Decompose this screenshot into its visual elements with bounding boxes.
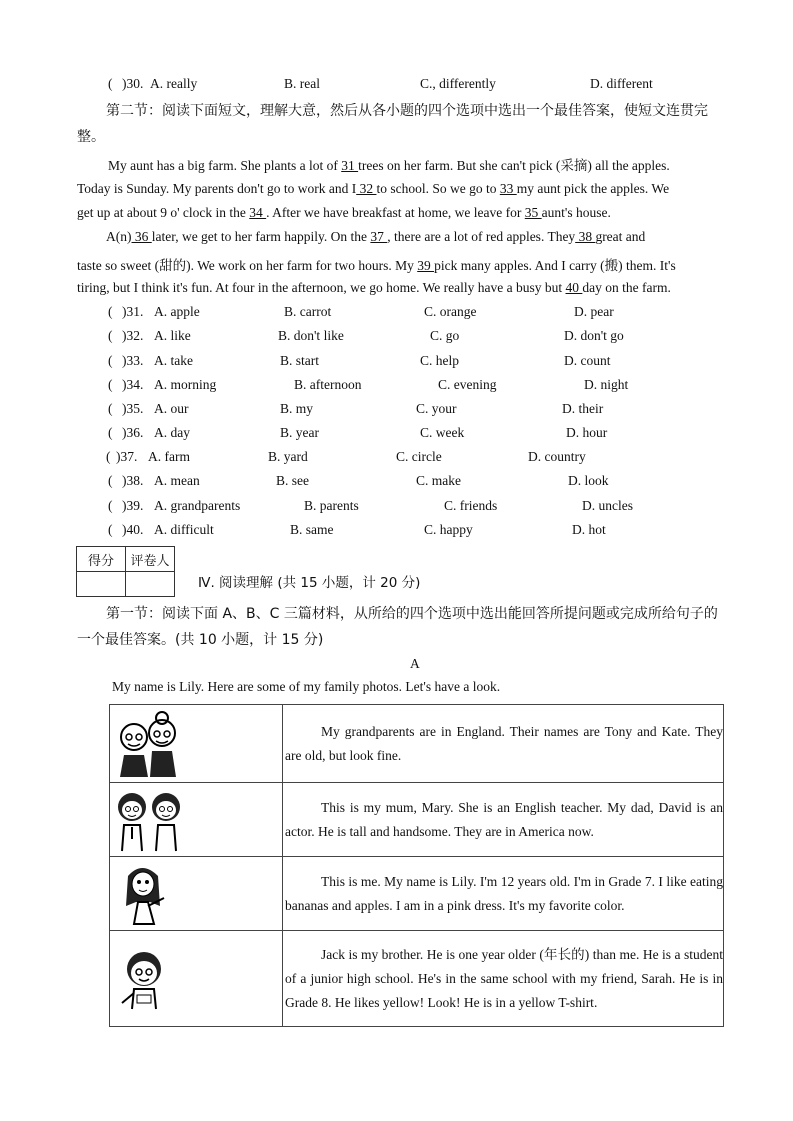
question-34-row: ( )34. A. morning B. afternoon C. evening D. night (108, 377, 629, 392)
section4-title: Ⅳ. 阅读理解 (共 15 小题，计 20 分) (198, 575, 421, 591)
family-photo-table (109, 704, 724, 1027)
blank-35: 35 (524, 205, 542, 220)
blank-34: 34 (249, 205, 267, 220)
blank-38: 38 (575, 229, 596, 244)
boy-photo-cell (110, 931, 283, 1027)
question-40-row: ( )40. A. difficult B. same C. happy D. hot (108, 522, 606, 537)
passage-line: taste so sweet (甜的). We work on her farm for two hours. My 39 pick many apples. And I carry (搬) them. It's (77, 258, 676, 273)
score-cell[interactable] (77, 572, 126, 597)
section4-intro-line2: 一个最佳答案。(共 10 小题，计 15 分) (77, 632, 324, 648)
passage-a-label: A (410, 656, 420, 671)
blank-36: 36 (131, 229, 152, 244)
lily-description: This is me. My name is Lily. I'm 12 years old. I'm in Grade 7. I like eating bananas and apples. I am in a pink dress. It's my favorite color. (283, 857, 724, 931)
option-c: C., differently (420, 76, 496, 91)
question-30-row (108, 76, 748, 96)
option-d: D. different (590, 76, 653, 91)
grandparents-photo-cell (110, 705, 283, 783)
passage-a-intro: My name is Lily. Here are some of my family photos. Let's have a look. (112, 679, 501, 694)
option-a: A. really (150, 76, 198, 91)
parents-description: This is my mum, Mary. She is an English teacher. My dad, David is an actor. He is tall and handsome. They are in America now. (283, 783, 724, 857)
question-39-row: ( )39. A. grandparents B. parents C. friends D. uncles (108, 498, 633, 513)
blank-33: 33 (499, 181, 517, 196)
grader-cell[interactable] (126, 572, 175, 597)
question-36-row: ( )36. A. day B. year C. week D. hour (108, 425, 608, 440)
boy-picture (118, 947, 170, 1011)
blank-39: 39 (417, 258, 435, 273)
question-38-row: ( )38. A. mean B. see C. make D. look (108, 473, 609, 488)
blank-31: 31 (341, 158, 359, 173)
parents-photo-cell (110, 783, 283, 857)
question-32-row: ( )32. A. like B. don't like C. go D. don't go (108, 328, 624, 343)
question-number: )30. (122, 76, 144, 91)
passage-line: A(n) 36 later, we get to her farm happily. On the 37 , there are a lot of red apples. They 38 great and (106, 229, 646, 244)
option-b: B. real (284, 76, 320, 91)
section2-instruction-line1: 第二节：阅读下面短文，理解大意，然后从各小题的四个选项中选出一个最佳答案，使短文连贯完 (106, 103, 708, 119)
girl-photo-cell (110, 857, 283, 931)
score-box (76, 546, 175, 597)
parents-picture (112, 787, 188, 853)
blank-40: 40 (565, 280, 583, 295)
grader-label: 评卷人 (126, 547, 175, 572)
passage-line: get up at about 9 o' clock in the 34 . After we have breakfast at home, we leave for 35 aunt's house. (77, 205, 611, 220)
grandparents-picture (114, 709, 186, 779)
blank-37: 37 (370, 229, 388, 244)
question-37-row: ( )37. A. farm B. yard C. circle D. country (106, 449, 586, 464)
question-35-row: ( )35. A. our B. my C. your D. their (108, 401, 604, 416)
grandparents-description: My grandparents are in England. Their names are Tony and Kate. They are old, but look fine. (283, 705, 724, 783)
score-label: 得分 (77, 547, 126, 572)
blank-32: 32 (356, 181, 377, 196)
passage-line: tiring, but I think it's fun. At four in the afternoon, we go home. We really have a busy but 40 day on the farm. (77, 280, 671, 295)
section2-instruction-line2: 整。 (77, 129, 105, 145)
girl-picture (114, 862, 174, 926)
passage-line: My aunt has a big farm. She plants a lot of 31 trees on her farm. But she can't pick (采摘) all the apples. (108, 158, 670, 173)
passage-line: Today is Sunday. My parents don't go to work and I 32 to school. So we go to 33 my aunt pick the apples. We (77, 181, 670, 196)
jack-description: Jack is my brother. He is one year older (年长的) than me. He is a student of a junior high school. He's in the same school with my friend, Sarah. He is in Grade 8. He likes yellow! Look! He is in a yellow T-shirt. (283, 931, 724, 1027)
question-31-row: ( )31. A. apple B. carrot C. orange D. pear (108, 304, 614, 319)
question-33-row: ( )33. A. take B. start C. help D. count (108, 353, 611, 368)
question-paren: ( (108, 76, 113, 91)
section4-intro-line1: 第一节：阅读下面 A、B、C 三篇材料，从所给的四个选项中选出能回答所提问题或完成所给句子的 (106, 606, 718, 622)
